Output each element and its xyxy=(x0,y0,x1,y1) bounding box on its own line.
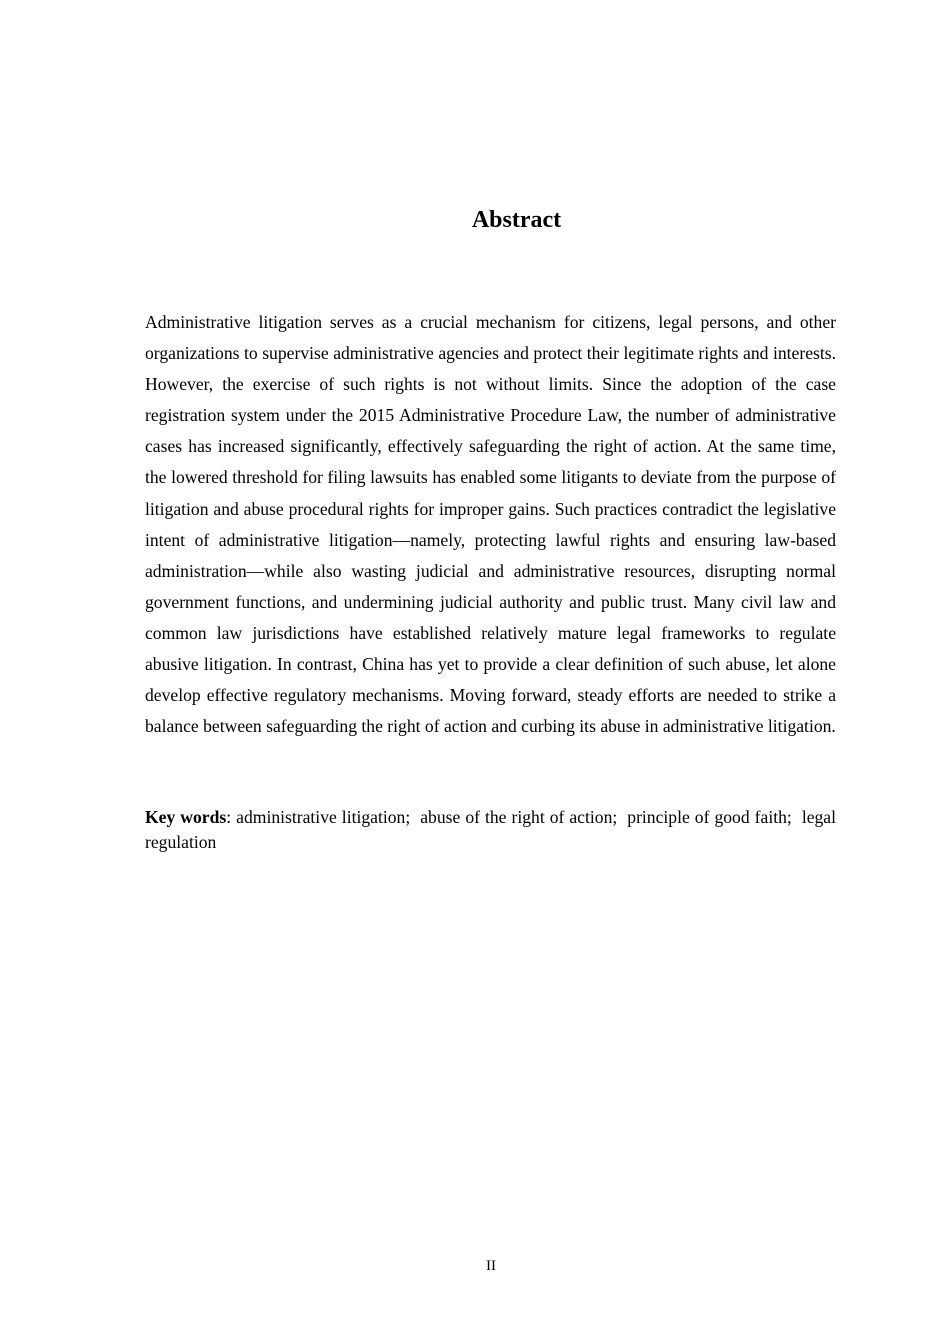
abstract-paragraph: Administrative litigation serves as a crucial mechanism for citizens, legal persons, and other organizations to supervise administrative agencies and protect their legitimate rights and interests. However, the exercise of such rights is not without limits. Since the adoption of the case registration system under the 2015 Administrative Procedure Law, the number of administrative cases has increased significantly, effectively safeguarding the right of action. At the same time, the lowered threshold for filing lawsuits has enabled some litigants to deviate from the purpose of litigation and abuse procedural rights for improper gains. Such practices contradict the legislative intent of administrative litigation—namely, protecting lawful rights and ensuring law-based administration—while also wasting judicial and administrative resources, disrupting normal government functions, and undermining judicial authority and public trust. Many civil law and common law jurisdictions have established relatively mature legal frameworks to regulate abusive litigation. In contrast, China has yet to provide a clear definition of such abuse, let alone develop effective regulatory mechanisms. Moving forward, steady efforts are needed to strike a balance between safeguarding the right of action and curbing its abuse in administrative litigation. xyxy=(145,312,836,737)
keyword-item: principle of good faith; xyxy=(627,807,792,827)
keyword-item: legal regulation xyxy=(145,807,837,852)
page-title: Abstract xyxy=(471,207,562,233)
keyword-item: abuse of the right of action; xyxy=(420,807,618,827)
keywords-separator: : xyxy=(226,807,237,827)
page-number: II xyxy=(486,1258,496,1274)
keywords-line xyxy=(145,805,836,855)
keyword-item: administrative litigation; xyxy=(236,807,411,827)
keywords-label: Key words xyxy=(145,807,227,827)
